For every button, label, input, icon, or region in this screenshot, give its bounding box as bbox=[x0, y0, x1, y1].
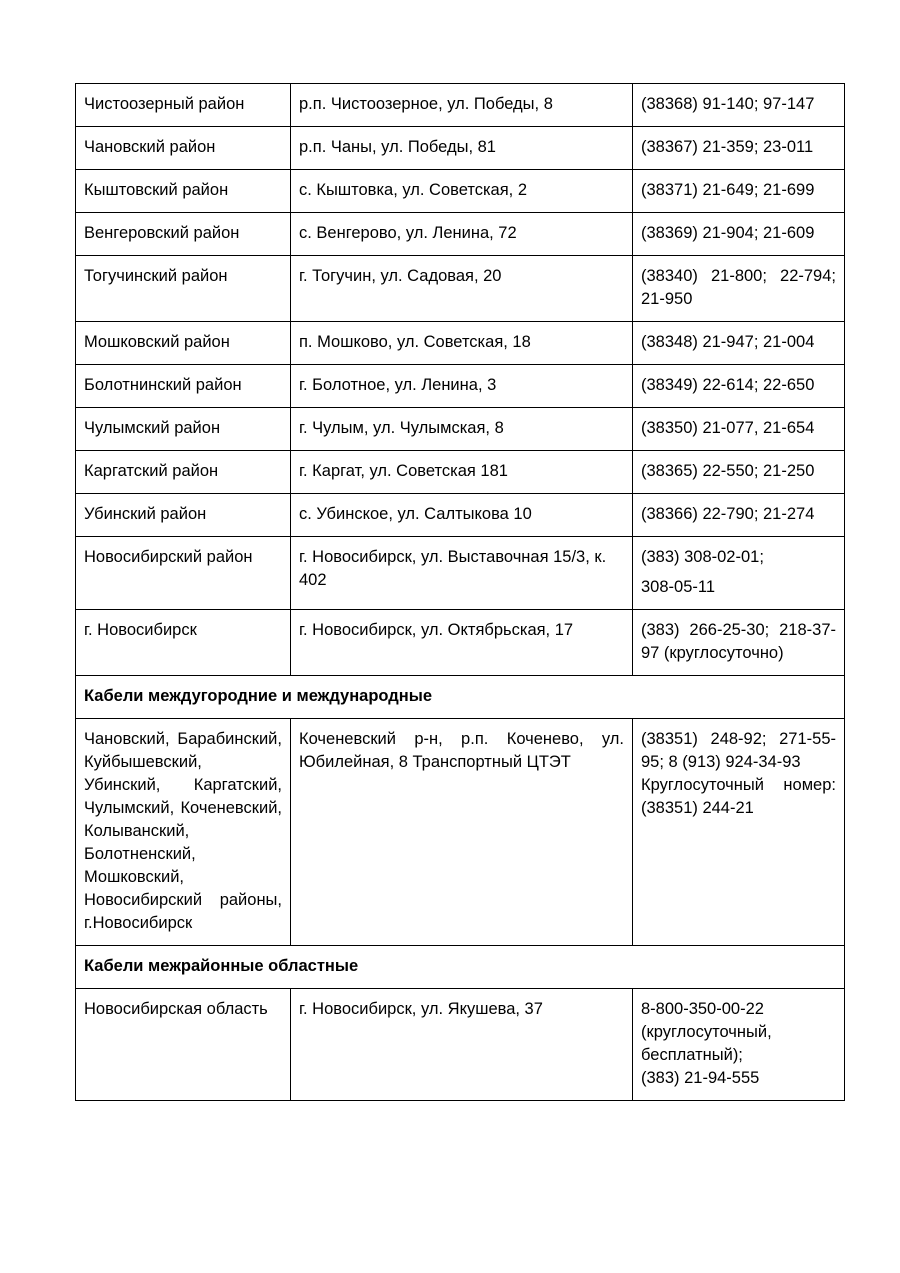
phone-line: бесплатный); bbox=[641, 1046, 743, 1064]
table-row bbox=[76, 989, 845, 1101]
address-cell: р.п. Чистоозерное, ул. Победы, 8 bbox=[291, 84, 633, 127]
phone-line: 8-800-350-00-22 bbox=[641, 1000, 764, 1018]
phone-cell: (38368) 91-140; 97-147 bbox=[633, 84, 845, 127]
address-cell: г. Болотное, ул. Ленина, 3 bbox=[291, 365, 633, 408]
phone-line: (383) 308-02-01; bbox=[641, 548, 764, 566]
district-cell: Болотнинский район bbox=[76, 365, 291, 408]
phone-line: (круглосуточный, bbox=[641, 1023, 772, 1041]
phone-cell bbox=[633, 989, 845, 1101]
section-heading-regional: Кабели межрайонные областные bbox=[76, 946, 845, 989]
phone-cell: (38340) 21-800; 22-794; 21-950 bbox=[633, 256, 845, 322]
phone-cell: (38371) 21-649; 21-699 bbox=[633, 170, 845, 213]
district-cell: Каргатский район bbox=[76, 451, 291, 494]
address-cell: п. Мошково, ул. Советская, 18 bbox=[291, 322, 633, 365]
table-row bbox=[76, 127, 845, 170]
phone-cell: (38366) 22-790; 21-274 bbox=[633, 494, 845, 537]
address-cell: г. Каргат, ул. Советская 181 bbox=[291, 451, 633, 494]
phone-cell bbox=[633, 719, 845, 946]
address-cell: с. Кыштовка, ул. Советская, 2 bbox=[291, 170, 633, 213]
district-cell: г. Новосибирск bbox=[76, 610, 291, 676]
phone-note: Круглосуточный номер: (38351) 244-21 bbox=[641, 776, 836, 817]
table-row bbox=[76, 170, 845, 213]
section-row bbox=[76, 676, 845, 719]
district-cell: Чулымский район bbox=[76, 408, 291, 451]
district-cell: Кыштовский район bbox=[76, 170, 291, 213]
district-cell: Тогучинский район bbox=[76, 256, 291, 322]
district-cell: Мошковский район bbox=[76, 322, 291, 365]
table-row bbox=[76, 256, 845, 322]
address-cell: Коченевский р-н, р.п. Коченево, ул. Юбилейная, 8 Транспортный ЦТЭТ bbox=[291, 719, 633, 946]
address-cell: г. Чулым, ул. Чулымская, 8 bbox=[291, 408, 633, 451]
table-row bbox=[76, 537, 845, 610]
phone-cell: (38348) 21-947; 21-004 bbox=[633, 322, 845, 365]
phone-cell bbox=[633, 537, 845, 610]
phone-cell: (38350) 21-077, 21-654 bbox=[633, 408, 845, 451]
phone-cell: (38349) 22-614; 22-650 bbox=[633, 365, 845, 408]
contacts-table bbox=[75, 83, 845, 1101]
table-row bbox=[76, 213, 845, 256]
table-row bbox=[76, 451, 845, 494]
table-row bbox=[76, 408, 845, 451]
district-cell: Убинский район bbox=[76, 494, 291, 537]
district-cell: Венгеровский район bbox=[76, 213, 291, 256]
phone-cell: (38365) 22-550; 21-250 bbox=[633, 451, 845, 494]
phone-cell: (383) 266-25-30; 218-37-97 (круглосуточно) bbox=[633, 610, 845, 676]
district-cell: Новосибирская область bbox=[76, 989, 291, 1101]
district-cell: Чановский, Барабинский, Куйбышевский, Убинский, Каргатский, Чулымский, Коченевский, Колыванский, Болотненский, Мошковский, Новосибирский районы, г.Новосибирск bbox=[76, 719, 291, 946]
table-row bbox=[76, 610, 845, 676]
section-heading-intercity: Кабели междугородние и международные bbox=[76, 676, 845, 719]
district-cell: Чановский район bbox=[76, 127, 291, 170]
phone-line: 308-05-11 bbox=[641, 578, 716, 596]
address-cell: с. Венгерово, ул. Ленина, 72 bbox=[291, 213, 633, 256]
phone-line: (38351) 248-92; 271-55-95; 8 (913) 924-34-93 bbox=[641, 730, 836, 771]
table-row bbox=[76, 719, 845, 946]
address-cell: р.п. Чаны, ул. Победы, 81 bbox=[291, 127, 633, 170]
phone-line: (383) 21-94-555 bbox=[641, 1069, 760, 1087]
section-row bbox=[76, 946, 845, 989]
address-cell: г. Новосибирск, ул. Октябрьская, 17 bbox=[291, 610, 633, 676]
table-row bbox=[76, 365, 845, 408]
table-row bbox=[76, 494, 845, 537]
table-row bbox=[76, 322, 845, 365]
table-row bbox=[76, 84, 845, 127]
address-cell: г. Новосибирск, ул. Выставочная 15/3, к. 402 bbox=[291, 537, 633, 610]
address-cell: г. Новосибирск, ул. Якушева, 37 bbox=[291, 989, 633, 1101]
district-cell: Новосибирский район bbox=[76, 537, 291, 610]
address-cell: с. Убинское, ул. Салтыкова 10 bbox=[291, 494, 633, 537]
district-cell: Чистоозерный район bbox=[76, 84, 291, 127]
phone-cell: (38369) 21-904; 21-609 bbox=[633, 213, 845, 256]
address-cell: г. Тогучин, ул. Садовая, 20 bbox=[291, 256, 633, 322]
phone-cell: (38367) 21-359; 23-011 bbox=[633, 127, 845, 170]
